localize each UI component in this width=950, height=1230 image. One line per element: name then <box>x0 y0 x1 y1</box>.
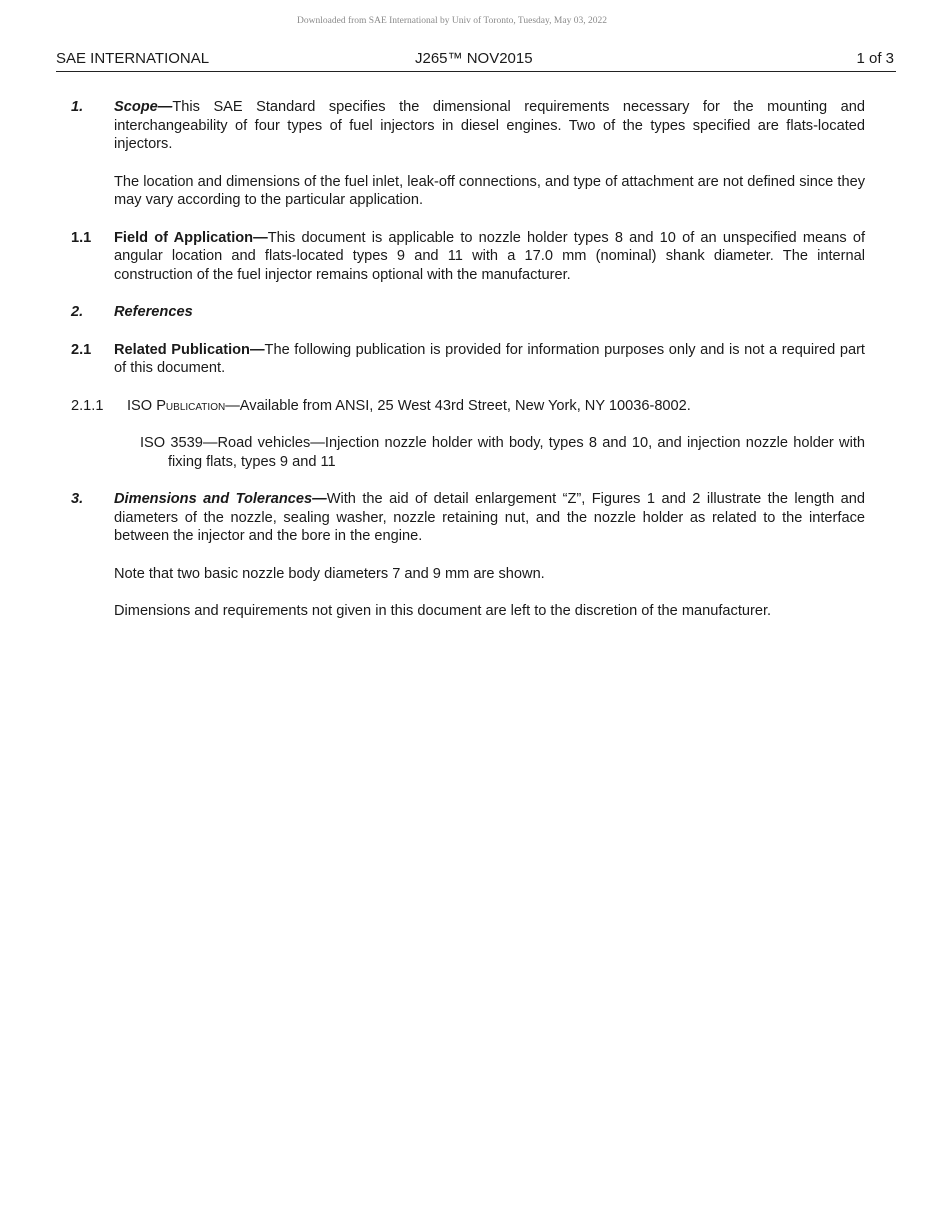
section-dimensions-paragraph-3 <box>71 602 865 621</box>
section-iso-publication <box>71 397 865 416</box>
section-title: References <box>114 304 193 321</box>
header-org: SAE INTERNATIONAL <box>56 50 210 67</box>
section-title: Related Publication— <box>114 341 265 358</box>
header-doc-id: J265™ NOV2015 <box>415 50 533 67</box>
section-text: This SAE Standard specifies the dimensional requirements necessary for the mounting and interchangeability of four types of fuel injectors in diesel engines. Two of the types specified are flats-located injectors. <box>114 99 865 153</box>
section-title: Scope— <box>114 99 173 115</box>
paragraph-text: Dimensions and requirements not given in this document are left to the discretion of the manufacturer. <box>114 603 772 619</box>
section-title: Dimensions and Tolerances— <box>114 491 327 507</box>
page-header <box>56 49 896 72</box>
section-title: Field of Application— <box>114 229 268 246</box>
section-title: ISO Publication <box>127 397 226 414</box>
section-text: —Available from ANSI, 25 West 43rd Street, New York, NY 10036-8002. <box>225 397 691 414</box>
section-number: 1. <box>71 99 84 115</box>
paragraph-text: Note that two basic nozzle body diameters 7 and 9 mm are shown. <box>114 565 545 582</box>
section-number: 2.1 <box>71 341 92 358</box>
paragraph-text: The location and dimensions of the fuel inlet, leak-off connections, and type of attachment are not defined since they may vary according to the particular application. <box>114 173 865 209</box>
section-scope-paragraph-2 <box>71 173 865 210</box>
reference-iso-3539: ISO 3539—Road vehicles—Injection nozzle holder with body, types 8 and 10, and injection nozzle holder with fixing flats, types 9 and 11 <box>140 435 865 470</box>
section-field-of-application <box>71 229 865 285</box>
section-references <box>71 303 865 322</box>
section-dimensions-and-tolerances <box>71 490 865 546</box>
section-number: 2.1.1 <box>71 397 104 414</box>
document-body <box>71 98 865 639</box>
download-watermark: Downloaded from SAE International by Univ of Toronto, Tuesday, May 03, 2022 <box>297 16 607 26</box>
section-related-publication <box>71 341 865 378</box>
section-scope <box>71 98 865 154</box>
section-text: With the aid of detail enlargement “Z”, Figures 1 and 2 illustrate the length and diameters of the nozzle, sealing washer, nozzle retaining nut, and the nozzle holder as related to the interface between the injector and the bore in the engine. <box>114 491 865 545</box>
section-text: This document is applicable to nozzle holder types 8 and 10 of an unspecified means of angular location and flats-located types 9 and 11 with a 17.0 mm (nominal) shank diameter. The internal construction of the fuel injector remains optional with the manufacturer. <box>114 229 866 284</box>
section-number: 3. <box>71 491 84 507</box>
section-text: The following publication is provided for information purposes only and is not a required part of this document. <box>114 341 865 377</box>
section-number: 2. <box>71 304 84 321</box>
header-page-number: 1 of 3 <box>856 50 894 67</box>
section-dimensions-paragraph-2 <box>71 565 865 584</box>
section-number: 1.1 <box>71 229 92 246</box>
